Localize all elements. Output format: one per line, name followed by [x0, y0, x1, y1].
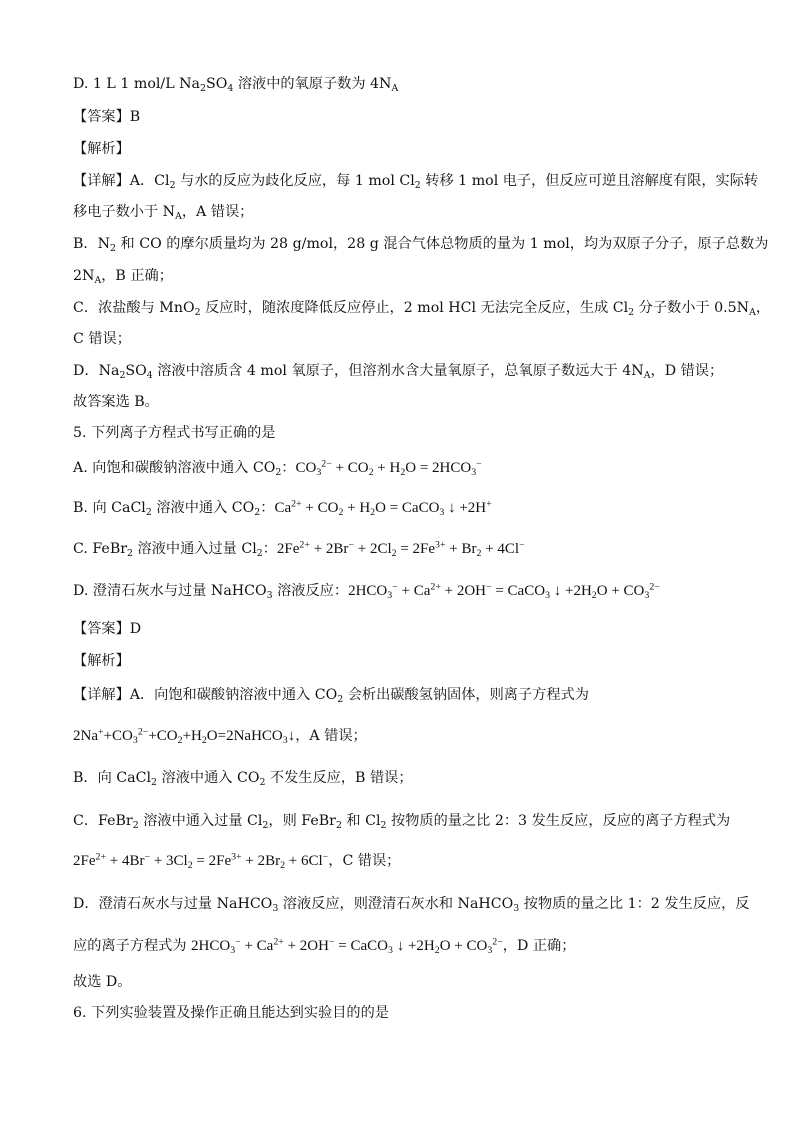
question-6-title: 6. 下列实验装置及操作正确且能达到实验目的的是	[73, 1005, 389, 1021]
explanation-line-d: D．$Na_2SO_4$ 溶液中溶质含 4 mol 氧原子，但溶剂水含大量氧原子，总氧原子数远大于 $4N_A$，D 错误；	[73, 363, 724, 381]
explanation-line-c: C．浓盐酸与 MnO$_2$ 反应时，随浓度降低反应停止，2 mol HCl 无法完全反应，生成 $Cl_2$ 分子数小于 $0.5N_A$，	[73, 300, 771, 318]
analysis-heading-q5: 【解析】	[73, 653, 130, 669]
explanation-line-a: 【详解】A．$Cl_2$ 与水的反应为歧化反应，每 1 mol $Cl_2$ 转移 1 mol 电子，但反应可逆且溶解度有限，实际转	[73, 173, 759, 191]
q5-explanation-c: C．FeBr$_2$ 溶液中通入过量 $Cl_2$，则 FeBr$_2$ 和 $Cl_2$ 按物质的量之比 2：3 发生反应，反应的离子方程式为	[73, 813, 731, 831]
conclusion-line-q4: 故答案选 B。	[73, 394, 159, 410]
explanation-line-a-cont: 移电子数小于 $N_A$，A 错误；	[73, 204, 254, 222]
question-5-option-a: A. 向饱和碳酸钠溶液中通入 $CO_2$：$CO_3^{2-} + CO_2 + H_2O = 2HCO_3^-$	[73, 458, 482, 479]
explanation-line-b-cont: $2N_A$，B 正确；	[73, 268, 173, 286]
q5-explanation-b: B．向 CaCl$_2$ 溶液中通入 $CO_2$ 不发生反应，B 错误；	[73, 770, 413, 788]
analysis-heading-q4: 【解析】	[73, 141, 130, 157]
question-5-option-d: D. 澄清石灰水与过量 NaHCO$_3$ 溶液反应：$2HCO_3^- + Ca^{2+} + 2OH^-$ = CaCO$_3$ ↓ $+2H_2O + CO_3^{2-}$	[73, 581, 660, 602]
explanation-line-b: B．$N_2$ 和 CO 的摩尔质量均为 28 g/mol，28 g 混合气体总物质的量为 1 mol，均为双原子分子，原子总数为	[73, 236, 769, 254]
q5-explanation-d: D．澄清石灰水与过量 NaHCO$_3$ 溶液反应，则澄清石灰水和 NaHCO$_3$ 按物质的量之比 1：2 发生反应，反	[73, 896, 750, 914]
q5-equation-d: 应的离子方程式为 $2HCO_3^- + Ca^{2+} + 2OH^-$ = CaCO$_3$ ↓ $+2H_2O + CO_3^{2-}$，D 正确；	[73, 936, 576, 957]
question-5-option-c: C. FeBr$_2$ 溶液中通入过量 $Cl_2$：$2Fe^{2+} + 2Br^- + 2Cl_2 = 2Fe^{3+} + Br_2 + 4Cl^-$	[73, 539, 525, 560]
q5-equation-c: $2Fe^{2+} + 4Br^- + 3Cl_2 = 2Fe^{3+} + 2Br_2 + 6Cl^-$，C 错误；	[73, 851, 401, 872]
explanation-line-c-cont: C 错误；	[73, 331, 131, 347]
question-5-title: 5. 下列离子方程式书写正确的是	[73, 425, 276, 441]
option-d-line-q4: D. 1 L 1 mol/L $Na_2SO_4$ 溶液中的氧原子数为 $4N_A$	[73, 76, 399, 94]
answer-label-q4: 【答案】B	[73, 109, 141, 125]
question-5-option-b: B. 向 CaCl$_2$ 溶液中通入 $CO_2$：$Ca^{2+} + CO_2 + H_2O$ = CaCO$_3$ ↓ +2H+	[73, 498, 492, 519]
conclusion-line-q5: 故选 D。	[73, 974, 132, 990]
q5-explanation-a: 【详解】A．向饱和碳酸钠溶液中通入 $CO_2$ 会析出碳酸氢钠固体，则离子方程式为	[73, 687, 589, 705]
answer-label-q5: 【答案】D	[73, 621, 142, 637]
q5-equation-a: $2Na^++CO_3^{2-}+CO_2+H_2O=2NaHCO_3↓$，A 错误；	[73, 726, 367, 747]
